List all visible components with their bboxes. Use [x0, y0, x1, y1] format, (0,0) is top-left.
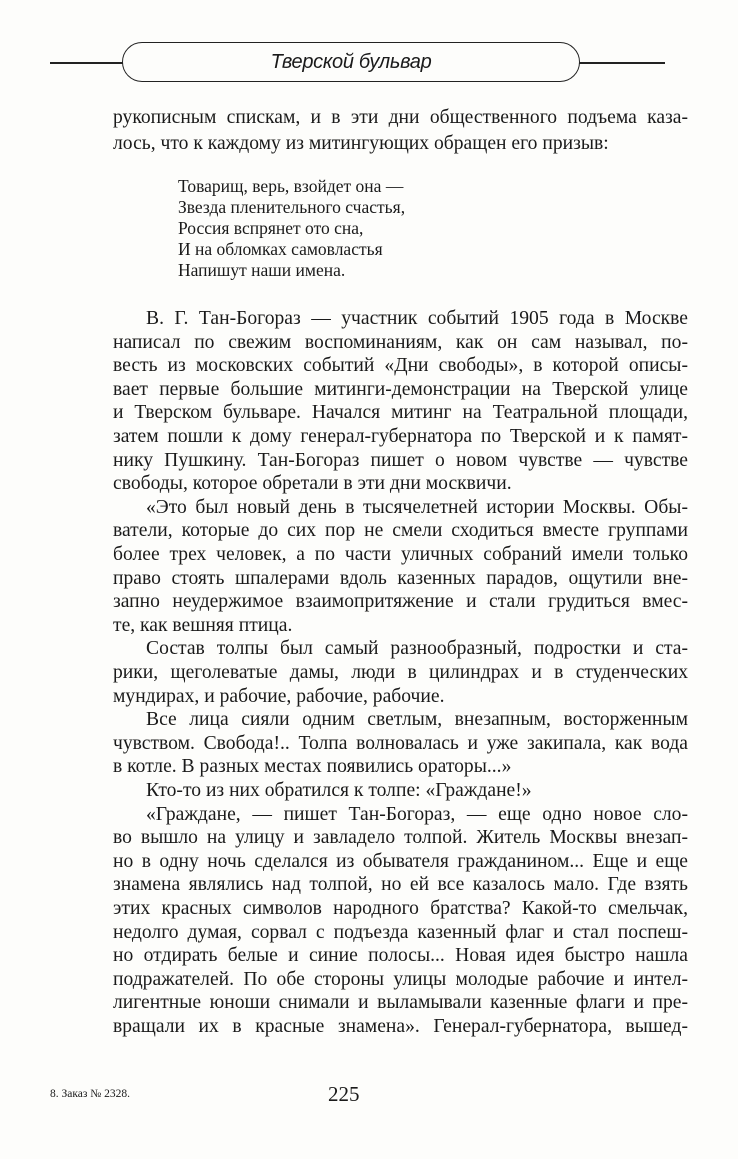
poem-line: Товарищ, верь, взойдет она —	[178, 176, 404, 196]
poem-line: И на обломках самовластья	[178, 239, 383, 259]
paragraph-line: знамена являлись над толпой, но ей все казалось мало. Где взять	[113, 874, 688, 896]
paragraph-line: Состав толпы был самый разнообразный, подростки и ста-	[146, 638, 688, 660]
paragraph-line: Кто-то из них обратился к толпе: «Граждане!»	[146, 780, 532, 801]
paragraph-line: но в одну ночь сделался из обывателя гражданином... Еще и еще	[113, 850, 688, 872]
poem-line: Россия вспрянет ото сна,	[178, 218, 364, 238]
paragraph-line: ватели, которые до сих пор не смели сходиться вместе группами	[113, 520, 688, 542]
paragraph-line: подражателей. По обе стороны улицы молодые рабочие и интел-	[113, 968, 688, 990]
paragraph-line: чувством. Свобода!.. Толпа волновалась и уже закипала, как вода	[113, 732, 688, 754]
paragraph-line: вращали их в красные знамена». Генерал-губернатора, вышед-	[113, 1016, 688, 1037]
paragraph-line: право стоять шпалерами вдоль казенных парадов, ощутили вне-	[113, 567, 688, 589]
poem-line: Напишут наши имена.	[178, 260, 346, 280]
intro-line: рукописным спискам, и в эти дни общественного подъема каза-	[113, 107, 688, 128]
poem-line: Звезда пленительного счастья,	[178, 197, 406, 217]
paragraph-line: написал по свежим воспоминаниям, как он сам называл, по-	[113, 331, 688, 353]
running-header-title: Тверской бульвар	[270, 50, 432, 73]
paragraph-line: запно неудержимое взаимопритяжение и стали грудиться вмес-	[113, 591, 688, 613]
running-header	[122, 42, 580, 82]
header-rule-left	[50, 62, 123, 64]
paragraph-line: рики, щеголеватые дамы, люди в цилиндрах и в студенческих	[113, 662, 688, 683]
printer-signature: 8. Заказ № 2328.	[50, 1088, 131, 1100]
paragraph-line: затем пошли к дому генерал-губернатора по Тверской и к памят-	[113, 426, 688, 447]
paragraph-line: и Тверском бульваре. Начался митинг на Театральной площади,	[113, 402, 688, 424]
paragraph-line: нику Пушкину. Тан-Богораз пишет о новом чувстве — чувстве	[113, 449, 688, 471]
paragraph-line: свободы, которое обретали в эти дни москвичи.	[113, 473, 512, 495]
paragraph-line: мундирах, и рабочие, рабочие, рабочие.	[113, 685, 445, 707]
paragraph-line: те, как вешняя птица.	[113, 614, 293, 636]
paragraph-line: вает первые большие митинги-демонстрации на Тверской улице	[113, 378, 688, 400]
paragraph-line: во вышло на улицу и завладело толпой. Житель Москвы внезап-	[113, 827, 688, 849]
paragraph-line: в котле. В разных местах появились ораторы...»	[113, 756, 512, 778]
paragraph-line: более трех человек, а по части уличных собраний имели только	[113, 544, 688, 565]
paragraph-line: В. Г. Тан-Богораз — участник событий 1905 года в Москве	[146, 308, 688, 329]
paragraph-line: лигентные юноши снимали и выламывали казенные флаги и пре-	[113, 992, 688, 1014]
intro-line: лось, что к каждому из митингующих обращен его призыв:	[113, 133, 609, 154]
paragraph-line: но отдирать белые и синие полосы... Новая идея быстро нашла	[113, 945, 688, 967]
paragraph-line: «Это был новый день в тысячелетней истории Москвы. Обы-	[146, 496, 688, 518]
header-rule-right	[579, 62, 665, 64]
paragraph-line: Все лица сияли одним светлым, внезапным, восторженным	[146, 709, 688, 731]
poem-quote	[178, 176, 405, 281]
paragraph-line: этих красных символов народного братства? Какой-то смельчак,	[113, 898, 688, 919]
page-number: 225	[328, 1082, 360, 1106]
paragraph-line: «Граждане, — пишет Тан-Богораз, — еще одно новое сло-	[146, 803, 688, 825]
paragraph-line: недолго думая, сорвал с подъезда казенный флаг и стал поспеш-	[113, 921, 688, 943]
paragraph-line: весть из московских событий «Дни свободы», в которой описы-	[113, 355, 688, 377]
